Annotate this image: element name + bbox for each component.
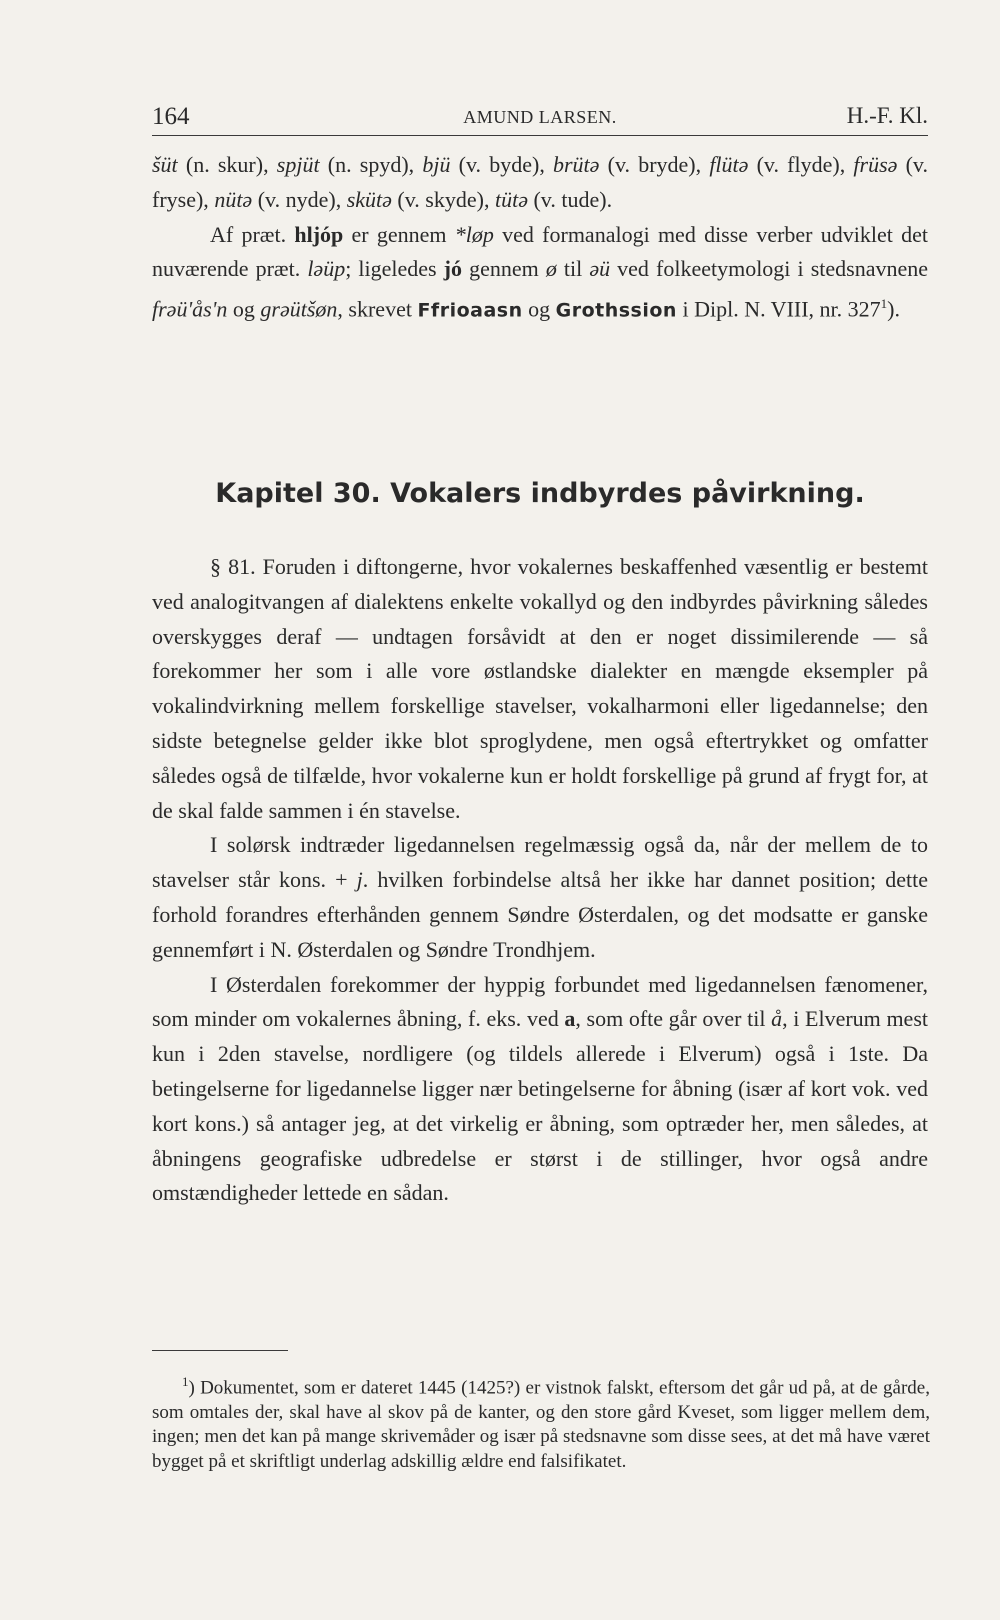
text-run: og xyxy=(227,296,261,322)
text-run: gennem xyxy=(462,256,546,282)
text-run: ved formanalogi med disse verber udviklet det nuværende præt. xyxy=(152,221,928,282)
dialect-word: flütə xyxy=(709,152,749,177)
text-run: ). xyxy=(887,296,900,322)
dialect-word: nütə xyxy=(214,186,253,212)
dialect-word: ləüp xyxy=(307,256,346,282)
dialect-word: früsə xyxy=(853,152,898,177)
dialect-word: grəütšøn xyxy=(260,296,338,322)
dialect-word: *løp xyxy=(454,221,494,247)
gloss: (v. byde), xyxy=(450,152,553,177)
gloss: (n. spyd), xyxy=(319,152,423,177)
spaced-word: Ffrioaasn xyxy=(417,299,523,322)
footnote-text xyxy=(152,1370,930,1474)
bold-word: jó xyxy=(443,256,462,282)
dialect-word: šüt xyxy=(152,152,178,177)
text-run: og xyxy=(522,296,556,322)
dialect-word: bjü xyxy=(422,152,451,177)
dialect-word: brütə xyxy=(553,152,600,177)
running-class: H.-F. Kl. xyxy=(846,103,928,128)
footnote-body: ) Dokumentet, som er dateret 1445 (1425?) er vistnok falskt, eftersom det går ud på, at de gårde, som omtales der, skal have al skov på de kanter, og den store gård Kveset, som ligger mellem dem, ingen; men det kan på mange skrivemåder og især på stedsnavne som disse sees, at det må have været bygget på et skriftligt underlag adskillig ældre end falsifikatet. xyxy=(152,1377,930,1472)
text-run: ; ligeledes xyxy=(345,256,444,282)
bold-word: hljóp xyxy=(294,221,344,247)
dialect-word: å xyxy=(771,1006,783,1032)
body-main xyxy=(152,550,928,1211)
text-run: til xyxy=(556,256,590,282)
chapter-heading: Kapitel 30. Vokalers indbyrdes påvirkning. xyxy=(215,478,865,509)
paragraph-preterite xyxy=(152,218,928,329)
gloss: (v. fryse), xyxy=(152,152,928,212)
gloss: (v. flyde), xyxy=(748,152,854,177)
body-top xyxy=(152,148,928,328)
gloss: (v. tude). xyxy=(527,186,613,212)
running-head xyxy=(152,103,928,136)
footnote xyxy=(152,1370,930,1474)
bold-word: a xyxy=(564,1006,576,1032)
paragraph-osterdalen xyxy=(152,968,928,1212)
text-run: , i Elverum mest kun i 2den stavelse, nordligere (og tildels allerede i Elverum) også i 1ste. Da betingelserne for ligedannelse ligger nær betingelserne for åbning (især af kort vok. ved kort kons.) så antager jeg, at det virkelig er åbning, som optræder her, men således, at åbningens geografiske udbredelse er størst i de stillinger, hvor også andre omstændigheder lettede en sådan. xyxy=(152,1006,928,1206)
dialect-word: skütə xyxy=(346,186,392,212)
footnote-divider xyxy=(152,1350,288,1351)
footnote-reference[interactable]: 1 xyxy=(880,296,888,312)
dialect-word: tütə xyxy=(494,186,528,212)
text-run: . hvilken forbindelse altså her ikke har dannet position; dette forhold forandres efterhånden gennem Søndre Østerdalen, og det modsatte er ganske gennemført i N. Østerdalen og Søndre Trondhjem. xyxy=(152,867,928,962)
text-run: er gennem xyxy=(343,221,455,247)
text-run: I Østerdalen forekommer der hyppig forbundet med ligedannelsen fænomener, som minder om vokalernes åbning, f. eks. ved xyxy=(152,971,928,1032)
paragraph-word-list xyxy=(152,148,928,218)
page-number: 164 xyxy=(152,103,190,130)
dialect-word: əü xyxy=(589,256,611,282)
dialect-word: spjüt xyxy=(276,152,320,177)
text-run: i Dipl. N. VIII, nr. 327 xyxy=(676,296,881,322)
dialect-word: frəü'ås'n xyxy=(152,296,228,322)
text-run: , som ofte går over til xyxy=(575,1006,772,1032)
footnote-mark: 1 xyxy=(182,1374,189,1389)
text-run: Af præt. xyxy=(210,221,295,247)
paragraph-81: § 81. Foruden i diftongerne, hvor vokalernes beskaffenhed væsentlig er bestemt ved analogitvangen af dialektens enkelte vokallyd og den indbyrdes påvirkning således overskygges deraf — undtagen forsåvidt at den er noget dissimilerende — så forekommer her som i alle vore østlandske dialekter en mængde eksempler på vokalindvirkning mellem forskellige stavelser, vokalharmoni eller ligedannelse; den sidste betegnelse gelder ikke blot sproglydene, men også eftertrykket og omfatter således også de tilfælde, hvor vokalerne kun er holdt forskellige på grund af frygt for, at de skal falde sammen i én stavelse. xyxy=(152,554,928,823)
dialect-word: j xyxy=(356,867,363,893)
gloss: (n. skur), xyxy=(177,152,277,177)
text-run: I solørsk indtræder ligedannelsen regelmæssig også da, når der mellem de to stavelser står kons. + xyxy=(152,832,928,893)
text-run: ved folkeetymologi i stedsnavnene xyxy=(610,256,928,282)
running-title: AMUND LARSEN. xyxy=(463,107,617,127)
text-run: , skrevet xyxy=(337,296,418,322)
gloss: (v. skyde), xyxy=(391,186,495,212)
gloss: (v. bryde), xyxy=(599,152,710,177)
gloss: (v. nyde), xyxy=(252,186,347,212)
spaced-word: Grothssion xyxy=(555,299,677,322)
paragraph-solor xyxy=(152,828,928,967)
dialect-word: ø xyxy=(545,256,557,282)
